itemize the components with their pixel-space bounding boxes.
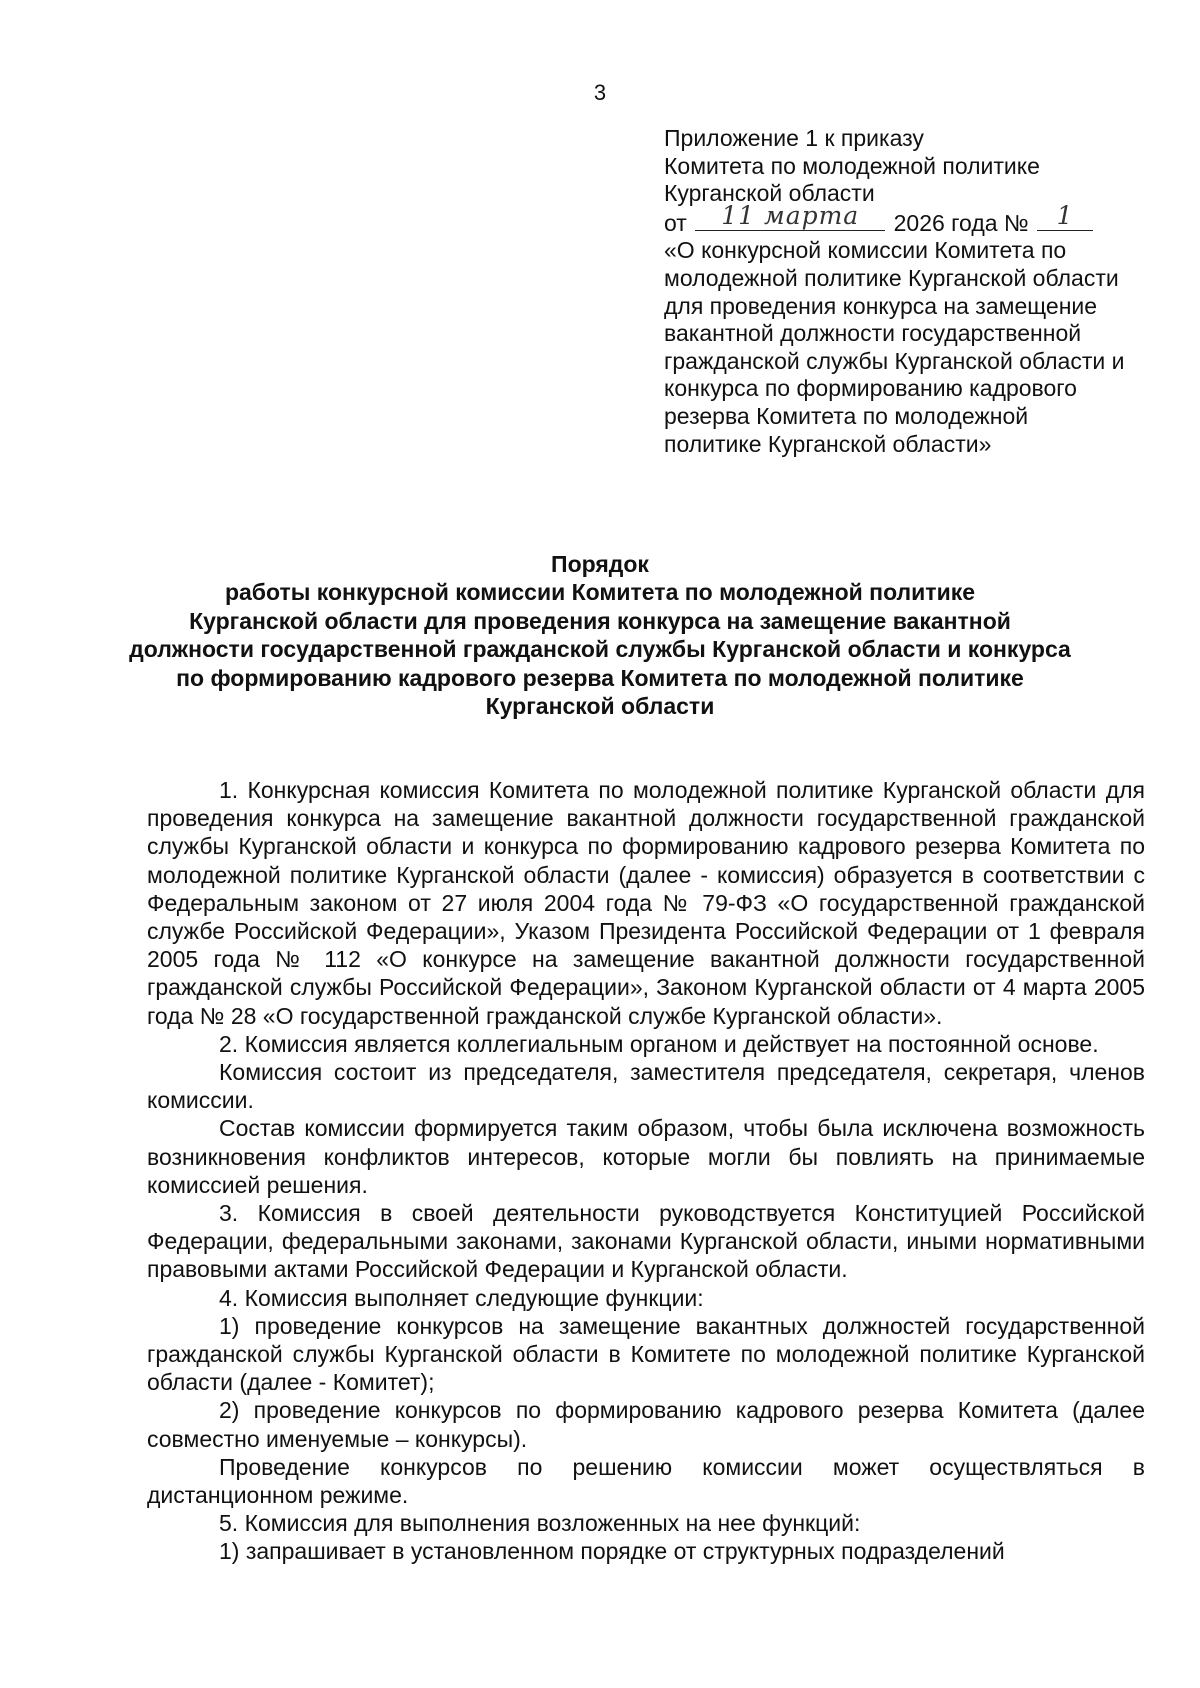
title-line: должности государственной гражданской службы Курганской области и конкурса [129, 636, 1071, 663]
appendix-subject-line: гражданской службы Курганской области и [664, 347, 1125, 374]
number-fill-line [1037, 200, 1093, 231]
handwritten-number: 1 [1056, 200, 1074, 230]
title-heading: Порядок [551, 551, 649, 577]
title-line: работы конкурсной комиссии Комитета по молодежной политике [224, 579, 976, 606]
paragraph: Состав комиссии формируется таким образом, чтобы была исключена возможность возникновения конфликтов интересов, которые могли бы повлиять на принимаемые комиссией решения. [147, 1115, 1145, 1198]
title-line: Курганской области [485, 693, 715, 720]
paragraph: 2) проведение конкурсов по формированию кадрового резерва Комитета (далее совместно именуемые – конкурсы). [147, 1397, 1145, 1452]
appendix-subject-line: конкурса по формированию кадрового [664, 375, 1077, 402]
paragraph: 3. Комиссия в своей деятельности руководствуется Конституцией Российской Федерации, федеральными законами, законами Курганской области, иными нормативными правовыми актами Российской Федерации и Курганской области. [147, 1200, 1145, 1283]
paragraph: 1. Конкурсная комиссия Комитета по молодежной политике Курганской области для проведения конкурса на замещение вакантной должности государственной гражданской службы Курганской области и конкурса по формированию кадрового резерва Комитета по молодежной политике Курганской области (далее - комиссия) образуется в соответствии с Федеральным законом от 27 июля 2004 года № 79-ФЗ «О государственной гражданской службе Российской Федерации», Указом Президента Российской Федерации от 1 февраля 2005 года № 112 «О конкурсе на замещение вакантной должности государственной гражданской службы Российской Федерации», Законом Курганской области от 4 марта 2005 года № 28 «О государственной гражданской службе Курганской области». [147, 777, 1145, 1029]
appendix-line: Курганской области [664, 180, 875, 207]
appendix-subject-line: для проведения конкурса на замещение [664, 292, 1098, 319]
paragraph: 4. Комиссия выполняет следующие функции: [219, 1284, 704, 1311]
appendix-subject-line: «О конкурсной комиссии Комитета по [664, 237, 1067, 264]
page-number: 3 [593, 80, 607, 105]
title-line: по формированию кадрового резерва Комитета по молодежной политике [176, 664, 1024, 691]
appendix-subject-line: политике Курганской области» [664, 430, 992, 457]
title-line: Курганской области для проведения конкурса на замещение вакантной [189, 607, 1011, 634]
paragraph: 1) запрашивает в установленном порядке от структурных подразделений [219, 1538, 1005, 1565]
date-fill-line [695, 200, 885, 231]
document-body [147, 776, 1145, 1566]
appendix-block [664, 125, 1169, 458]
appendix-line: Приложение 1 к приказу [664, 125, 924, 151]
document-title [120, 550, 1080, 720]
appendix-subject-line: резерва Комитета по молодежной [664, 402, 1029, 429]
paragraph: 1) проведение конкурсов на замещение вакантных должностей государственной гражданской службы Курганской области в Комитете по молодежной политике Курганской области (далее - Комитет); [147, 1312, 1145, 1396]
appendix-date-line [664, 200, 1169, 238]
date-prefix: от [664, 209, 687, 236]
paragraph: 2. Комиссия является коллегиальным органом и действует на постоянной основе. [219, 1030, 1099, 1057]
paragraph: Проведение конкурсов по решению комиссии может осуществляться в дистанционном режиме. [147, 1453, 1145, 1509]
appendix-subject-line: вакантной должности государственной [664, 320, 1082, 347]
handwritten-date: 11 марта [721, 200, 860, 230]
paragraph: 5. Комиссия для выполнения возложенных на нее функций: [219, 1510, 861, 1537]
appendix-subject-line: молодежной политике Курганской области [664, 264, 1119, 291]
paragraph: Комиссия состоит из председателя, заместителя председателя, секретаря, членов комиссии. [147, 1059, 1145, 1114]
date-year: 2026 года № [893, 209, 1029, 236]
appendix-line: Комитета по молодежной политике [664, 152, 1040, 179]
